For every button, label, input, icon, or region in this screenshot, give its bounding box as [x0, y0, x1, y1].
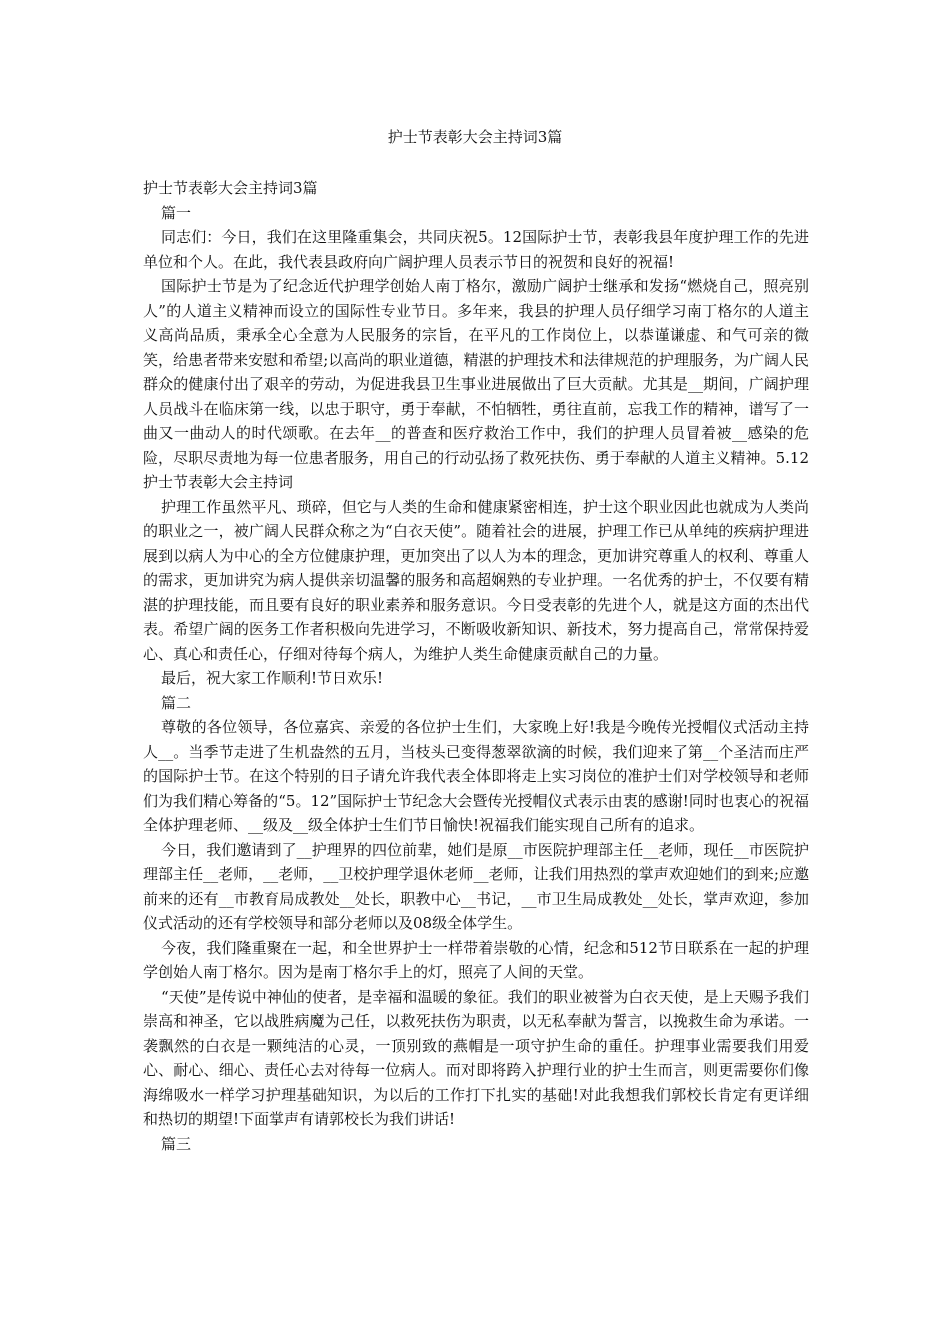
paragraph: 尊敬的各位领导，各位嘉宾、亲爱的各位护士生们，大家晚上好!我是今晚传光授帽仪式活动主持人__。当季节走进了生机盎然的五月，当枝头已变得葱翠欲滴的时候，我们迎来了第__个圣洁而庄严的国际护士节。在这个特别的日子请允许我代表全体即将走上实习岗位的准护士们对学校领导和老师们为我们精心筹备的“5。12”国际护士节纪念大会暨传光授帽仪式表示由衷的感谢!同时也衷心的祝福全体护理老师、__级及__级全体护士生们节日愉快!祝福我们能实现自己所有的追求。	[143, 718, 809, 834]
paragraph: 最后，祝大家工作顺利!节日欢乐!	[161, 669, 384, 687]
paragraph: 同志们：今日，我们在这里隆重集会，共同庆祝5。12国际护士节，表彰我县年度护理工作的先进单位和个人。在此，我代表县政府向广阔护理人员表示节日的祝贺和良好的祝福!	[143, 228, 809, 271]
paragraph: 护理工作虽然平凡、琐碎，但它与人类的生命和健康紧密相连，护士这个职业因此也就成为人类尚的职业之一，被广阔人民群众称之为“白衣天使”。随着社会的进展，护理工作已从单纯的疾病护理进展到以病人为中心的全方位健康护理，更加突出了以人为本的理念，更加讲究尊重人的权利、尊重人的需求，更加讲究为病人提供亲切温馨的服务和高超娴熟的专业护理。一名优秀的护士，不仅要有精湛的护理技能，而且要有良好的职业素养和服务意识。今日受表彰的先进个人，就是这方面的杰出代表。希望广阔的医务工作者积极向先进学习，不断吸收新知识、新技术，努力提高自己，常常保持爱心、真心和责任心，仔细对待每个病人，为维护人类生命健康贡献自己的力量。	[143, 497, 809, 663]
paragraph: “天使”是传说中神仙的使者，是幸福和温暖的象征。我们的职业被誉为白衣天使，是上天赐予我们崇高和神圣，它以战胜病魔为己任，以救死扶伤为职责，以无私奉献为誓言，以挽救生命为承诺。一袭飘然的白衣是一颗纯洁的心灵，一顶别致的燕帽是一项守护生命的重任。护理事业需要我们用爱心、耐心、细心、责任心去对待每一位病人。而对即将跨入护理行业的护士生而言，则更需要你们像海绵吸水一样学习护理基础知识，为以后的工作打下扎实的基础!对此我想我们郭校长肯定有更详细和热切的期望!下面掌声有请郭校长为我们讲话!	[143, 987, 809, 1128]
section-label-1: 篇一	[161, 203, 192, 222]
section-label-2: 篇二	[161, 693, 192, 712]
paragraph: 国际护士节是为了纪念近代护理学创始人南丁格尔，激励广阔护士继承和发扬“燃烧自己，照亮别人”的人道主义精神而设立的国际性专业节日。多年来，我县的护理人员仔细学习南丁格尔的人道主义高尚品质，秉承全心全意为人民服务的宗旨，在平凡的工作岗位上，以恭谨谦虚、和气可亲的微笑，给患者带来安慰和希望;以高尚的职业道德，精湛的护理技术和法律规范的护理服务，为广阔人民群众的健康付出了艰辛的劳动，为促进我县卫生事业进展做出了巨大贡献。尤其是__期间，广阔护理人员战斗在临床第一线，以忠于职守，勇于奉献，不怕牺牲，勇往直前，忘我工作的精神，谱写了一曲又一曲动人的时代颂歌。在去年__的普查和医疗救治工作中，我们的护理人员冒着被__感染的危险，尽职尽责地为每一位患者服务，用自己的行动弘扬了救死扶伤、勇于奉献的人道主义精神。5.12护士节表彰大会主持词	[143, 277, 809, 491]
paragraph: 今日，我们邀请到了__护理界的四位前辈，她们是原__市医院护理部主任__老师，现任__市医院护理部主任__老师，__老师，__卫校护理学退休老师__老师，让我们用热烈的掌声欢迎她们的到来;应邀前来的还有__市教育局成教处__处长，职教中心__书记，__市卫生局成教处__处长，掌声欢迎，参加仪式活动的还有学校领导和部分老师以及08级全体学生。	[143, 840, 809, 932]
document-subtitle: 护士节表彰大会主持词3篇	[143, 179, 318, 197]
paragraph: 今夜，我们隆重聚在一起，和全世界护士一样带着崇敬的心情，纪念和512节日联系在一起的护理学创始人南丁格尔。因为是南丁格尔手上的灯，照亮了人间的天堂。	[143, 938, 809, 981]
section-label-3: 篇三	[161, 1134, 192, 1153]
document-title: 护士节表彰大会主持词3篇	[387, 128, 563, 146]
document-body	[143, 176, 809, 1156]
